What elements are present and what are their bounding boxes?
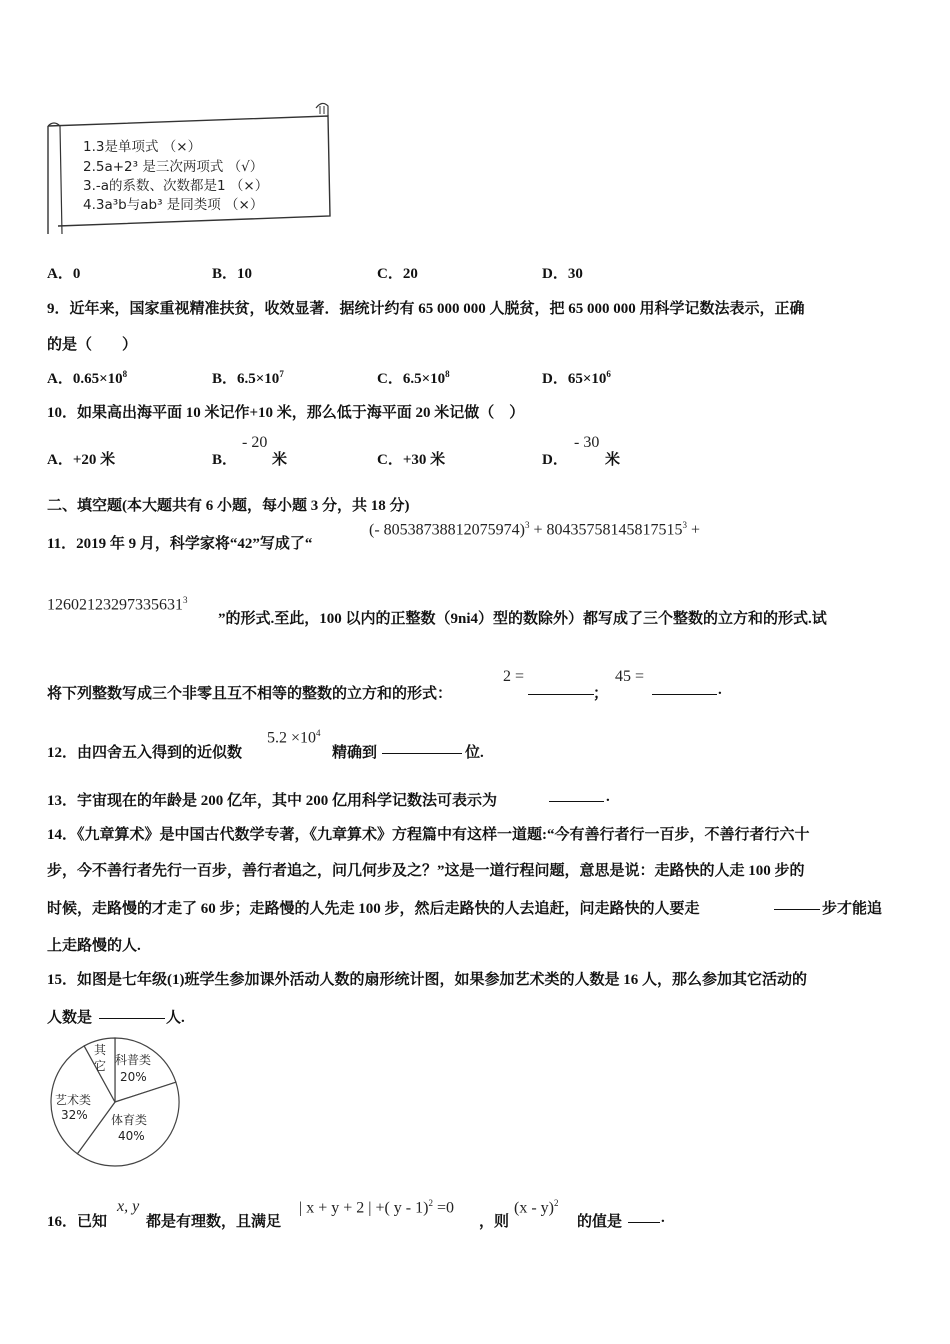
q8-option-d[interactable]: D．30 [542, 266, 583, 282]
q14-line4: 上走路慢的人. [47, 938, 141, 954]
q10-option-d-unit: 米 [605, 452, 621, 468]
q10-stem: 10．如果高出海平面 10 米记作+10 米，那么低于海平面 20 米记做（ ） [47, 405, 525, 421]
q10-option-d-label[interactable]: D． [542, 452, 568, 468]
q12-math: $5.2 \times 10^4$ [267, 728, 321, 747]
q9-option-a[interactable]: A．$0.65\times 10^8$ [47, 369, 128, 387]
q15-line2-start: 人数是 [47, 1010, 93, 1026]
section-2-heading: 二、填空题(本大题共有 6 小题，每小题 3 分，共 18 分) [47, 498, 410, 514]
pie-label-art: 艺术类 [55, 1093, 92, 1107]
q13-answer-blank[interactable] [549, 789, 604, 802]
q16-mid: 都是有理数，且满足 [146, 1214, 282, 1230]
q16-period: . [661, 1210, 665, 1226]
scroll-line-3: 3.-a的系数、次数都是1 （×） [83, 178, 269, 194]
q9-stem-line1: 9．近年来，国家重视精准扶贫，收效显著．据统计约有 65 000 000 人脱贫，把 65 000 000 用科学记数法表示，正确 [47, 301, 805, 317]
q16-vars: x, y [117, 1198, 140, 1215]
q9-option-d[interactable]: D．$65\times 10^6$ [542, 369, 611, 387]
q16-expression: (x - y)$^2$ [514, 1198, 559, 1217]
q11-answer-blank-2[interactable] [652, 682, 717, 695]
pie-pct-sports: 40% [118, 1129, 145, 1143]
scroll-line-1: 1.3是单项式 （×） [83, 139, 202, 155]
q16-answer-blank[interactable] [628, 1210, 660, 1223]
q14-line3-end: 步才能追 [822, 901, 883, 917]
q16-then: ，则 [479, 1214, 510, 1230]
pie-label-science: 科普类 [115, 1053, 152, 1067]
pie-label-other-1: 其 [94, 1043, 107, 1057]
pie-pct-art: 32% [61, 1108, 88, 1122]
q11-eq1: 2 = [503, 668, 525, 685]
q12-mid: 精确到 [332, 745, 378, 761]
q9-option-c[interactable]: C．$6.5\times 10^8$ [377, 369, 450, 387]
q11-answer-blank-1[interactable] [528, 682, 594, 695]
q14-line1: 14．《九章算术》是中国古代数学专著，《九章算术》方程篇中有这样一道题:“今有善行者行一百步，不善行者行六十 [47, 827, 810, 843]
q12-end: 位. [465, 745, 484, 761]
q15-line1: 15．如图是七年级(1)班学生参加课外活动人数的扇形统计图，如果参加艺术类的人数是 16 人，那么参加其它活动的 [47, 972, 807, 988]
pie-label-other-2: 它 [94, 1059, 107, 1073]
q11-prefix: 11．2019 年 9 月，科学家将“42”写成了“ [47, 536, 313, 552]
q14-line2: 步，今不善行者先行一百步，善行者追之，问几何步及之？”这是一道行程问题，意思是说：走路快的人走 100 步的 [47, 863, 805, 879]
q14-answer-blank[interactable] [774, 897, 820, 910]
q9-option-b[interactable]: B．$6.5\times 10^7$ [212, 369, 284, 387]
q13-stem: 13．宇宙现在的年龄是 200 亿年，其中 200 亿用科学记数法可表示为 [47, 793, 498, 809]
q10-option-c[interactable]: C．+30 米 [377, 452, 446, 468]
scroll-line-2: 2.5a+2³ 是三次两项式 （√） [83, 159, 264, 175]
pie-label-sports: 体育类 [111, 1113, 148, 1127]
pie-pct-science: 20% [120, 1070, 147, 1084]
q12-answer-blank[interactable] [382, 741, 462, 754]
q16-prefix: 16．已知 [47, 1214, 108, 1230]
q15-answer-blank[interactable] [99, 1006, 165, 1019]
q16-condition-math: | x + y + 2 | +( y - 1)$^2$ =0 [299, 1198, 454, 1217]
q10-option-a[interactable]: A．+20 米 [47, 452, 116, 468]
q16-end: 的值是 [577, 1214, 623, 1230]
q11-eq2: 45 = [615, 668, 645, 685]
scroll-line-4: 4.3a³b与ab³ 是同类项 （×） [83, 197, 264, 213]
q10-option-b-unit: 米 [272, 452, 288, 468]
q11-math-line1: (- $80538738812075974)^3 + 80435758145817515^3$ + [369, 520, 701, 539]
q14-line3: 时候，走路慢的才走了 60 步；走路慢的人先走 100 步，然后走路快的人去追赶，问走路快的人要走 [47, 901, 700, 917]
q8-option-b[interactable]: B．10 [212, 266, 253, 282]
q11-end: . [718, 682, 722, 698]
q13-end: . [606, 789, 610, 805]
q10-option-b-math: - 20 [242, 434, 268, 451]
q8-option-c[interactable]: C．20 [377, 266, 418, 282]
q11-line2-text: ”的形式.至此，100 以内的正整数（9ni4）型的数除外）都写成了三个整数的立方和的形式.试 [218, 611, 827, 627]
q11-math-line2: 12602123297335631$^3$ [47, 595, 188, 614]
q11-separator: ； [593, 686, 609, 702]
pie-chart [45, 1035, 185, 1169]
q11-line3-text: 将下列整数写成三个非零且互不相等的整数的立方和的形式： [47, 686, 453, 702]
q8-option-a[interactable]: A．0 [47, 266, 81, 282]
q9-stem-line2: 的是（ ） [47, 337, 138, 353]
q10-option-b-label[interactable]: B． [212, 452, 238, 468]
q10-option-d-math: - 30 [574, 434, 600, 451]
q15-line2-end: 人. [166, 1010, 185, 1026]
q12-prefix: 12．由四舍五入得到的近似数 [47, 745, 243, 761]
